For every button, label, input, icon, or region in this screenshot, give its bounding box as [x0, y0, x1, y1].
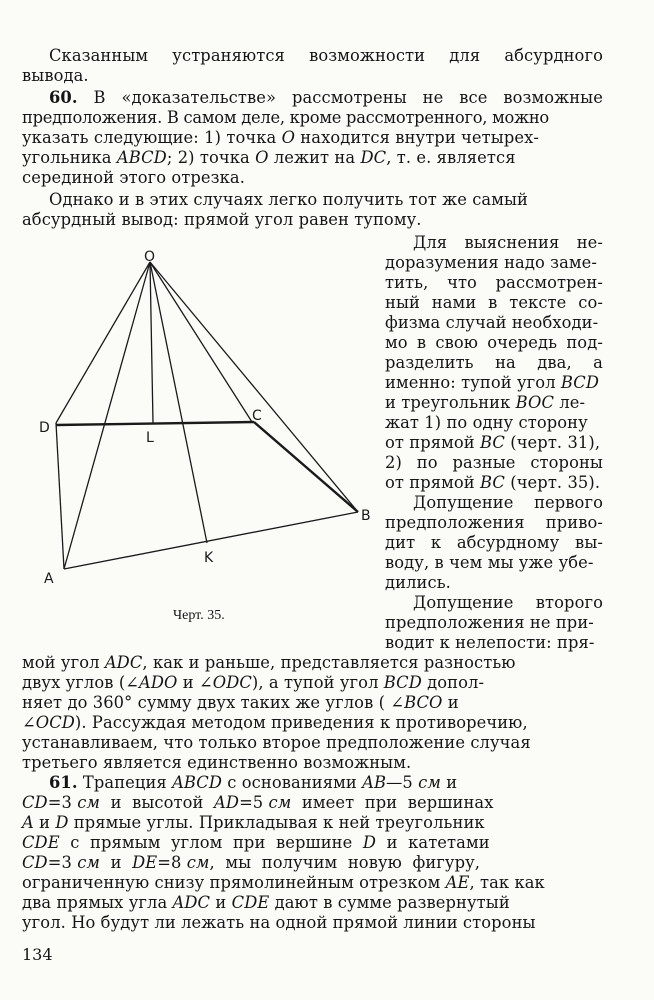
- label-K: K: [204, 550, 214, 566]
- text-line: водит к нелепости: пря-: [385, 633, 595, 652]
- text-line: A и D прямые углы. Прикладывая к ней треугольник: [22, 813, 485, 832]
- text-line: Допущение первого: [413, 493, 603, 512]
- text-line: физма случай необходи-: [385, 313, 599, 332]
- text-line: два прямых угла ADC и CDE дают в сумме развернутый: [22, 893, 510, 912]
- pyramid-figure: [34, 240, 384, 595]
- label-C: C: [252, 408, 262, 424]
- text-line: мой угол ADC, как и раньше, представляется разностью: [22, 653, 516, 672]
- text-line: предположения. В самом деле, кроме рассмотренного, можно: [22, 108, 549, 127]
- text-line: ∠OCD). Рассуждая методом приведения к противоречию,: [22, 713, 528, 732]
- label-A: A: [44, 571, 54, 587]
- edge-DC: [56, 422, 254, 425]
- text-line: мо в свою очередь под-: [385, 333, 603, 352]
- text-line: предположения приво-: [385, 513, 603, 532]
- problem-60-first-line: 60. В «доказательстве» рассмотрены не все возможные: [49, 88, 603, 107]
- text-line: и треугольник BOC ле-: [385, 393, 586, 412]
- text-line: 2) по разные стороны: [385, 453, 603, 472]
- text-line: жат 1) по одну сторону: [385, 413, 588, 432]
- text-line: угол. Но будут ли лежать на одной прямой линии стороны: [22, 913, 536, 932]
- text-line: няет до 360° сумму двух таких же углов ( ∠BCO и: [22, 693, 459, 712]
- text-line: от прямой BC (черт. 35).: [385, 473, 601, 492]
- text-line: угольника ABCD; 2) точка O лежит на DC, т. е. является: [22, 148, 516, 167]
- problem-number: 61.: [49, 773, 78, 792]
- edge-OB: [150, 262, 358, 512]
- edge-OL: [150, 262, 153, 423]
- text-line: CD=3 см и высотой AD=5 см имеет при вершинах: [22, 793, 494, 812]
- edge-OK: [150, 262, 207, 543]
- text-line: от прямой BC (черт. 31),: [385, 433, 601, 452]
- text-line: тить, что рассмотрен-: [385, 273, 603, 292]
- edge-OA: [64, 262, 150, 569]
- text-line: ограниченную снизу прямолинейным отрезком AE, так как: [22, 873, 545, 892]
- text-line: ный нами в тексте со-: [385, 293, 603, 312]
- text-line: Сказанным устраняются возможности для абсурдного: [49, 46, 603, 65]
- label-O: O: [144, 249, 156, 265]
- text-line: Для выяснения не-: [413, 233, 603, 252]
- text-line: Однако и в этих случаях легко получить тот же самый: [49, 190, 529, 209]
- text-line: устанавливаем, что только второе предположение случая: [22, 733, 531, 752]
- text-line: CD=3 см и DE=8 см, мы получим новую фигуру,: [22, 853, 481, 872]
- text-line: именно: тупой угол BCD: [385, 373, 599, 392]
- edge-OD: [56, 262, 150, 423]
- text-line: воду, в чем мы уже убе-: [385, 553, 594, 572]
- text-line: серединой этого отрезка.: [22, 168, 246, 187]
- text-line: указать следующие: 1) точка O находится внутри четырех-: [22, 128, 539, 147]
- figure-caption: Черт. 35.: [173, 608, 225, 623]
- text-line: вывода.: [22, 66, 89, 85]
- label-L: L: [146, 430, 154, 446]
- text-line: двух углов (∠ADO и ∠ODC), а тупой угол BCD допол-: [22, 673, 485, 692]
- text-line: дит к абсурдному вы-: [385, 533, 603, 552]
- problem-number: 60.: [49, 88, 78, 107]
- text-line: CDE с прямым углом при вершине D и катетами: [22, 833, 490, 852]
- problem-61-first-line: 61. Трапеция ABCD с основаниями AB—5 см и: [49, 773, 458, 792]
- edge-CB: [254, 422, 358, 512]
- text-line: третьего является единственно возможным.: [22, 753, 412, 772]
- text-line: предположения не при-: [385, 613, 594, 632]
- text-line: разделить на два, а: [385, 353, 603, 372]
- label-B: B: [361, 508, 371, 524]
- text-line: абсурдный вывод: прямой угол равен тупому.: [22, 210, 422, 229]
- text-line: дились.: [385, 573, 451, 592]
- page-number: 134: [22, 945, 53, 964]
- edge-DA: [56, 423, 64, 569]
- text-line: Допущение второго: [413, 593, 603, 612]
- label-D: D: [39, 420, 50, 436]
- edge-OC: [150, 262, 252, 422]
- text-line: доразумения надо заме-: [385, 253, 598, 272]
